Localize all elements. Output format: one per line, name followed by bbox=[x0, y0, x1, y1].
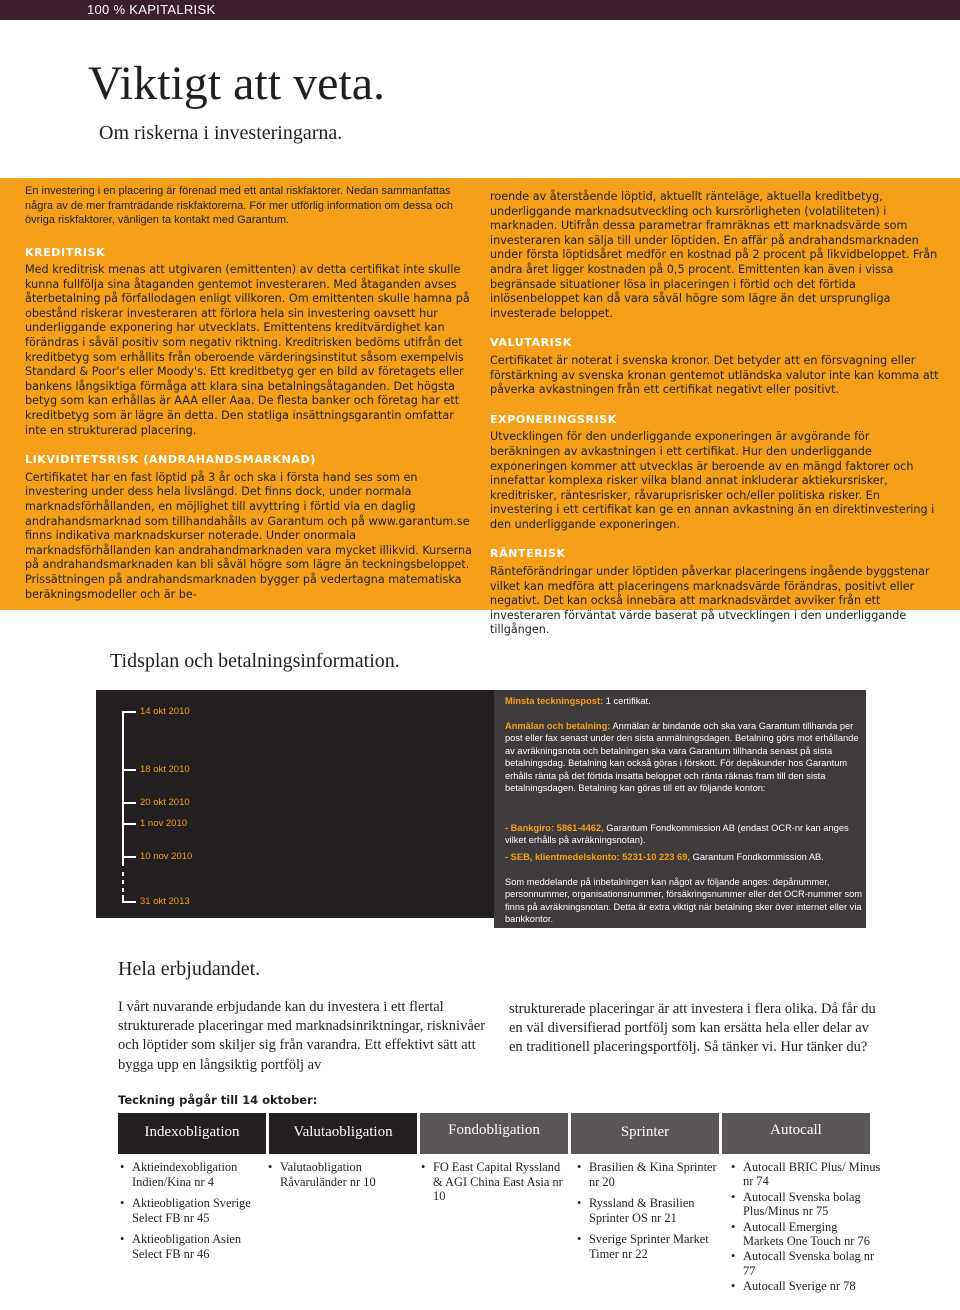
seb-label: - SEB, klientmedelskonto: 5231-10 223 69, bbox=[505, 852, 690, 862]
timeline-tick bbox=[122, 769, 136, 771]
page-subtitle: Om riskerna i investeringarna. bbox=[99, 122, 343, 144]
anm-text: Anmälan är bindande och ska vara Garantum tillhanda per post eller fax senast under den sista anmälningsdagen. Betalning görs mot erhållande av avräkningsnota och betalningen ska vara Garantum tillhanda senast på sista betalningsdag. Betalning kan också göras i förskott. För depåkunder hos Garantum erhålls ränta på det förtida insatta beloppet och ränta räknas fram till den sista betalningsdagen. Betalning kan göras till ett av följande konton: bbox=[505, 721, 859, 794]
valutarisk-text: Certifikatet är noterat i svenska kronor. Det betyder att en försvagning eller förstärkning av svenska kronan gentemot utländska valutor inte kan komma att påverka avkastningen från ett certifikat negativt eller positivt. bbox=[490, 353, 939, 397]
min-value: 1 certifikat. bbox=[605, 696, 651, 706]
timeline-dash bbox=[122, 880, 124, 884]
tab-valutaobligation[interactable]: Valutaobligation bbox=[269, 1113, 417, 1154]
timeline-dash bbox=[122, 888, 124, 892]
list-item: • Aktieindexobligation Indien/Kina nr 4 bbox=[120, 1160, 268, 1189]
timeline-dash bbox=[122, 872, 124, 876]
timeline-tick bbox=[122, 856, 136, 858]
seb-text: Garantum Fondkommission AB. bbox=[692, 852, 824, 862]
subscription-deadline: Teckning pågår till 14 oktober: bbox=[118, 1093, 318, 1107]
timeline-heading: Tidsplan och betalningsinformation. bbox=[110, 650, 400, 672]
likviditetsrisk-text-left: Certifikatet har en fast löptid på 3 år och ska i första hand ses som en investering under dess hela livslängd. Det finns dock, under normala marknadsförhållanden, en möjlighet till avyttring i förtid via en daglig andrahandsmarknad som tillhandahålls av Garantum och på www.garantum.se finns indikativa marknadskurser noterade. Under onormala marknadsförhållanden kan andrahandmarknaden vara mycket illikvid. Kurserna på andrahandsmarknaden kan bli såväl högre som lägre än teckningsbeloppet. Prissättningen på andrahandsmarknaden bygger på vedertagna matematiska beräkningsmodeller och är be- bbox=[25, 470, 472, 601]
tab-fondobligation[interactable]: Fondobligation bbox=[420, 1113, 568, 1154]
registration-payment bbox=[505, 720, 865, 794]
timeline-tick bbox=[122, 802, 136, 804]
offer-text-right: strukturerade placeringar är att investera i flera olika. Då får du en väl diversifierad portfölj som kan ersätta hela eller delar av en traditionell placeringsportfölj. Så tänker vi. Hur tänker du? bbox=[509, 1001, 876, 1056]
anm-label: Anmälan och betalning: bbox=[505, 721, 611, 731]
timeline-date: 20 okt 2010 bbox=[140, 797, 190, 808]
timeline-desc: Avräkningsnotor och betalningsanvisningar börjar skickas ut. bbox=[219, 764, 461, 788]
timeline-desc: Leverans av värdepapper påbörjas tidigast denna dag. bbox=[219, 851, 449, 862]
bankgiro-label: - Bankgiro: 5861-4462, bbox=[505, 823, 604, 833]
fondobligation-list bbox=[421, 1160, 567, 1211]
sprinter-list bbox=[577, 1160, 723, 1269]
timeline-tick bbox=[122, 711, 136, 713]
list-item: • Sverige Sprinter Market Timer nr 22 bbox=[577, 1232, 723, 1261]
list-item: • Valutaobligation Råvaruländer nr 10 bbox=[268, 1160, 410, 1189]
autocall-list bbox=[731, 1160, 881, 1295]
min-label: Minsta teckningspost: bbox=[505, 696, 604, 706]
exponeringsrisk-heading: EXPONERINGSRISK bbox=[490, 412, 617, 426]
timeline-desc: Sista teckningsdag då anmälningssedeln måste vara Garantum tillhanda. Anmälan tas dock in löpande och Garantum kan komma att stänga i förtid för att säkerställa bra villkor i placeringarna. bbox=[219, 706, 486, 755]
tab-indexobligation[interactable]: Indexobligation bbox=[118, 1113, 266, 1154]
payment-note: Som meddelande på inbetalningen kan något av följande anges: depånummer, personnummer, organisationsnummer, försäkringsnummer eller det OCR-nummer som finns på avräkningsnotan. Detta är extra viktigt när betalning sker över internet eller via bankkontor. bbox=[505, 877, 863, 925]
timeline-desc: Startdag för placeringens underliggande tillgång. bbox=[219, 797, 424, 808]
ranterisk-heading: RÄNTERISK bbox=[490, 547, 566, 561]
exponeringsrisk-text: Utvecklingen för den underliggande exponeringen är avgörande för beräkningen av avkastningen i ett certifikat. Hur den underliggande exponeringen kommer att utvecklas är beroende av en mängd faktorer och innefattar komplexa risker vilka bland annat inkluderar aktiekursrisker, kreditrisker, räntesrisker, råvaruprisrisker och/eller politiska risker. En investering i ett certifikat kan ge en annan avkastning än en direktinvestering i den underliggande exponeringen. bbox=[490, 430, 935, 531]
timeline-date: 10 nov 2010 bbox=[140, 851, 193, 862]
timeline-desc: Sista dag då betalningen måste finnas på anvisat bankkonto/bankgiro. bbox=[219, 818, 394, 842]
offer-text-left: I vårt nuvarande erbjudande kan du investera i ett flertal strukturerade placeringar med marknadsinriktningar, risknivåer och löptider som skiljer sig från varandra. Ett effektivt sätt att bygga upp en långsiktig portfölj av bbox=[118, 999, 486, 1073]
kreditrisk-text: Med kreditrisk menas att utgivaren (emittenten) av detta certifikat inte skulle kunna fullfölja sina åtaganden gentemot investeraren. Med åtaganden avses återbetalning på förfallodagen enligt villkoren. Om emittenten skulle hamna på obestånd riskerar investeraren att förlora hela sin investering oavsett hur underliggande exponering har utvecklats. Emittentens kreditvärdighet kan förändras i såväl positiv som negativ riktning. Kreditrisken bedöms utifrån det kreditbetyg som erhållits från oberoende värderingsinstitut såsom exempelvis Standard & Poor's eller Moody's. Ett kreditbetyg ger en bild av företagets eller bankens långsiktiga förmåga att klara sina betalningsåtaganden. Det högsta betyg som kan erhållas är AAA eller Aaa. De flesta banker och företag har ett kreditbetyg som är lägre än detta. Den statliga insättningsgarantin omfattar inte en strukturerad placering. bbox=[25, 263, 470, 437]
indexobligation-list bbox=[120, 1160, 268, 1269]
timeline-date: 1 nov 2010 bbox=[140, 818, 188, 829]
min-subscription bbox=[505, 695, 865, 707]
list-item: • Brasilien & Kina Sprinter nr 20 bbox=[577, 1160, 723, 1189]
list-item: • Ryssland & Brasilien Sprinter OS nr 21 bbox=[577, 1196, 723, 1225]
timeline-date: 14 okt 2010 bbox=[140, 706, 190, 717]
bankgiro-text: Garantum Fondkommission AB (endast OCR-nr kan anges vilket erhålls på avräkningsnotan). bbox=[505, 823, 849, 846]
likviditetsrisk-heading: LIKVIDITETSRISK (ANDRAHANDSMARKNAD) bbox=[25, 453, 316, 467]
risk-column-right bbox=[490, 190, 940, 638]
offer-heading: Hela erbjudandet. bbox=[118, 958, 261, 980]
list-item: • Aktieobligation Sverige Select FB nr 45 bbox=[120, 1196, 268, 1225]
list-item: • Autocall Svenska bolag Plus/Minus nr 75 bbox=[731, 1190, 881, 1219]
top-bar bbox=[0, 0, 960, 20]
likviditetsrisk-text-right: roende av återstående löptid, aktuellt ränteläge, aktuella kreditbetyg, underliggande marknadsutveckling och kursrörligheten (volatiliteten) i marknaden. Utifrån dessa parametrar framräknas ett marknadsvärde som investeraren kan sälja till under löptiden. En affär på andrahandsmarknaden under första löptidsåret medför en kostnad på 2 procent på likvidbeloppet. Från andra året ligger kostnaden på 0,5 procent. Emittenten kan även i vissa begränsade situationer lösa in placeringen i förtid och det förtida inlösenbeloppet kan då vara såväl högre som lägre än det ursprungliga investerade beloppet. bbox=[490, 190, 938, 320]
valutaobligation-list bbox=[268, 1160, 410, 1196]
timeline-date: 18 okt 2010 bbox=[140, 764, 190, 775]
timeline-tick bbox=[122, 901, 136, 903]
timeline-date: 31 okt 2013 bbox=[140, 896, 190, 907]
timeline-tick bbox=[122, 823, 136, 825]
list-item: • FO East Capital Ryssland & AGI China East Asia nr 10 bbox=[421, 1160, 567, 1204]
valutarisk-heading: VALUTARISK bbox=[490, 336, 573, 350]
list-item: • Autocall Emerging Markets One Touch nr 76 bbox=[731, 1220, 881, 1249]
risk-label: 100 % KAPITALRISK bbox=[87, 2, 216, 17]
list-item: • Autocall Svenska bolag nr 77 bbox=[731, 1249, 881, 1278]
page-title: Viktigt att veta. bbox=[88, 57, 386, 110]
timeline-desc: Förfallodag och tidpunkt för återbetalning. bbox=[219, 896, 395, 907]
list-item: • Autocall Sverige nr 78 bbox=[731, 1279, 881, 1293]
list-item: • Aktieobligation Asien Select FB nr 46 bbox=[120, 1232, 268, 1261]
ranterisk-text: Ränteförändringar under löptiden påverkar placeringens ingående byggstenar vilket kan medföra att placeringens marknadsvärde förändras, positivt eller negativt. Det kan också innebära att marknadsvärdet avviker från ett investeraren förväntat värde baserat på utvecklingen i den underliggande tillgången. bbox=[490, 565, 930, 637]
bankgiro-info bbox=[505, 822, 865, 847]
list-item: • Autocall BRIC Plus/ Minus nr 74 bbox=[731, 1160, 881, 1189]
kreditrisk-heading: KREDITRISK bbox=[25, 245, 106, 259]
risk-intro: En investering i en placering är förenad med ett antal riskfaktorer. Nedan sammanfattas några av de mer framträdande riskfaktorerna. För mer utförlig information om dessa och övriga riskfaktorer, vänligen ta kontakt med Garantum. bbox=[25, 185, 453, 226]
seb-info bbox=[505, 851, 865, 863]
tab-autocall[interactable]: Autocall bbox=[722, 1113, 870, 1154]
timeline-line bbox=[122, 711, 124, 866]
tab-sprinter[interactable]: Sprinter bbox=[571, 1113, 719, 1154]
risk-column-left bbox=[25, 184, 473, 602]
